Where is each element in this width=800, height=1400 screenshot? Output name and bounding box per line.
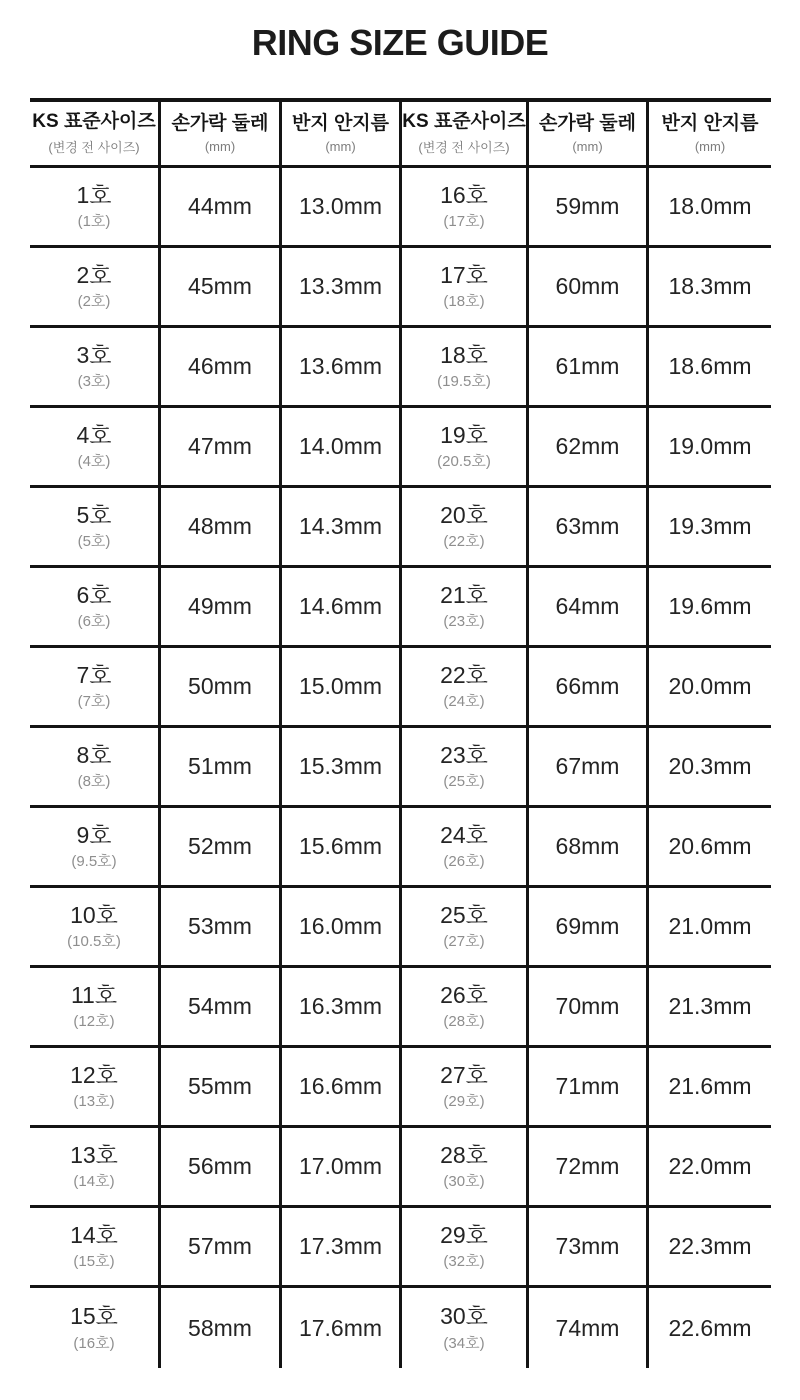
cell-sub-value: (23호) <box>443 613 485 631</box>
size-cell <box>30 728 161 808</box>
diameter-cell <box>649 1048 771 1128</box>
cell-main-value: 17.3mm <box>298 1233 383 1260</box>
circumference-cell <box>529 248 649 328</box>
circumference-cell <box>161 1208 282 1288</box>
circumference-cell <box>529 328 649 408</box>
circumference-cell <box>529 808 649 888</box>
diameter-cell <box>282 1128 402 1208</box>
cell-sub-value: (30호) <box>443 1173 485 1191</box>
cell-main-value: 71mm <box>555 1073 620 1100</box>
cell-sub-value: (2호) <box>77 293 111 311</box>
circumference-cell <box>161 808 282 888</box>
cell-main-value: 15호 <box>70 1303 118 1330</box>
cell-main-value: 6호 <box>76 581 112 608</box>
cell-main-value: 21.3mm <box>668 993 752 1020</box>
cell-main-value: 27호 <box>440 1061 488 1088</box>
circumference-cell <box>161 1128 282 1208</box>
cell-main-value: 14호 <box>70 1221 118 1248</box>
circumference-cell <box>529 168 649 248</box>
diameter-cell <box>282 168 402 248</box>
cell-main-value: 56mm <box>188 1153 252 1180</box>
circumference-cell <box>161 968 282 1048</box>
cell-main-value: 11호 <box>70 981 118 1008</box>
header-cell-3 <box>402 102 529 168</box>
cell-main-value: 49mm <box>188 593 252 620</box>
header-sub-label: (mm) <box>572 138 603 154</box>
diameter-cell <box>282 1288 402 1368</box>
header-sub-label: (mm) <box>694 138 726 154</box>
cell-sub-value: (32호) <box>443 1253 485 1271</box>
cell-main-value: 17호 <box>440 261 488 288</box>
cell-main-value: 21.0mm <box>668 913 752 940</box>
cell-main-value: 72mm <box>555 1153 620 1180</box>
diameter-cell <box>282 568 402 648</box>
cell-main-value: 16호 <box>440 181 488 208</box>
cell-main-value: 26호 <box>440 981 488 1008</box>
diameter-cell <box>282 1208 402 1288</box>
cell-main-value: 20호 <box>440 501 488 528</box>
cell-main-value: 63mm <box>555 513 620 540</box>
size-cell <box>402 968 529 1048</box>
diameter-cell <box>282 248 402 328</box>
cell-sub-value: (20.5호) <box>437 453 491 471</box>
ring-size-table <box>30 98 771 1368</box>
cell-main-value: 55mm <box>188 1073 252 1100</box>
circumference-cell <box>529 968 649 1048</box>
diameter-cell <box>649 1208 771 1288</box>
cell-main-value: 21호 <box>440 581 488 608</box>
cell-sub-value: (13호) <box>73 1093 115 1111</box>
size-cell <box>30 568 161 648</box>
size-cell <box>402 808 529 888</box>
header-sub-label: (변경 전 사이즈) <box>418 139 510 155</box>
circumference-cell <box>529 888 649 968</box>
cell-main-value: 19.0mm <box>668 433 752 460</box>
cell-sub-value: (22호) <box>443 533 485 551</box>
circumference-cell <box>529 728 649 808</box>
cell-sub-value: (24호) <box>443 693 485 711</box>
cell-main-value: 18.0mm <box>668 193 752 220</box>
cell-main-value: 18.3mm <box>668 273 752 300</box>
size-cell <box>30 808 161 888</box>
cell-main-value: 67mm <box>555 753 620 780</box>
cell-main-value: 25호 <box>440 901 488 928</box>
cell-sub-value: (10.5호) <box>67 933 121 951</box>
cell-main-value: 13호 <box>70 1141 118 1168</box>
cell-main-value: 48mm <box>188 513 252 540</box>
diameter-cell <box>649 1128 771 1208</box>
cell-main-value: 10호 <box>70 901 118 928</box>
cell-sub-value: (25호) <box>443 773 485 791</box>
circumference-cell <box>161 1048 282 1128</box>
cell-main-value: 60mm <box>555 273 620 300</box>
diameter-cell <box>649 568 771 648</box>
header-cell-2 <box>282 102 402 168</box>
cell-main-value: 20.6mm <box>668 833 752 860</box>
cell-sub-value: (14호) <box>73 1173 115 1191</box>
size-cell <box>30 888 161 968</box>
cell-main-value: 57mm <box>188 1233 252 1260</box>
cell-main-value: 68mm <box>555 833 620 860</box>
circumference-cell <box>161 728 282 808</box>
cell-main-value: 16.6mm <box>298 1073 383 1100</box>
cell-sub-value: (19.5호) <box>437 373 491 391</box>
cell-main-value: 16.3mm <box>298 993 383 1020</box>
cell-main-value: 1호 <box>76 181 112 208</box>
cell-main-value: 44mm <box>188 193 252 220</box>
size-cell <box>30 248 161 328</box>
cell-main-value: 3호 <box>76 341 112 368</box>
cell-sub-value: (29호) <box>443 1093 485 1111</box>
cell-sub-value: (9.5호) <box>71 853 117 871</box>
cell-main-value: 58mm <box>188 1314 252 1341</box>
header-sub-label: (mm) <box>204 138 236 154</box>
diameter-cell <box>282 968 402 1048</box>
circumference-cell <box>529 488 649 568</box>
header-main-label: 손가락 둘레 <box>171 113 269 135</box>
cell-main-value: 64mm <box>555 593 620 620</box>
cell-main-value: 20.0mm <box>668 673 752 700</box>
circumference-cell <box>161 648 282 728</box>
header-cell-4 <box>529 102 649 168</box>
cell-main-value: 19호 <box>440 421 488 448</box>
size-cell <box>402 488 529 568</box>
cell-sub-value: (5호) <box>77 533 111 551</box>
size-cell <box>402 568 529 648</box>
size-cell <box>402 728 529 808</box>
cell-sub-value: (34호) <box>443 1334 485 1352</box>
diameter-cell <box>649 488 771 568</box>
circumference-cell <box>161 328 282 408</box>
diameter-cell <box>649 888 771 968</box>
cell-main-value: 13.0mm <box>298 193 383 220</box>
diameter-cell <box>649 328 771 408</box>
cell-main-value: 61mm <box>555 353 620 380</box>
cell-main-value: 28호 <box>440 1141 488 1168</box>
cell-main-value: 24호 <box>440 821 488 848</box>
header-main-label: 손가락 둘레 <box>538 113 637 135</box>
cell-main-value: 20.3mm <box>668 753 752 780</box>
cell-main-value: 73mm <box>555 1233 620 1260</box>
cell-sub-value: (4호) <box>77 453 111 471</box>
cell-sub-value: (6호) <box>77 613 111 631</box>
diameter-cell <box>649 1288 771 1368</box>
diameter-cell <box>282 328 402 408</box>
cell-main-value: 14.0mm <box>298 433 383 460</box>
circumference-cell <box>529 1128 649 1208</box>
size-cell <box>402 888 529 968</box>
size-cell <box>30 168 161 248</box>
circumference-cell <box>529 408 649 488</box>
size-cell <box>402 168 529 248</box>
cell-main-value: 19.3mm <box>668 513 752 540</box>
diameter-cell <box>282 808 402 888</box>
circumference-cell <box>161 568 282 648</box>
cell-sub-value: (15호) <box>73 1253 115 1271</box>
cell-main-value: 7호 <box>76 661 112 688</box>
size-cell <box>30 488 161 568</box>
page-title: RING SIZE GUIDE <box>251 22 549 63</box>
cell-main-value: 30호 <box>440 1303 488 1330</box>
size-cell <box>402 648 529 728</box>
cell-main-value: 47mm <box>188 433 252 460</box>
size-cell <box>30 1048 161 1128</box>
diameter-cell <box>649 168 771 248</box>
cell-sub-value: (18호) <box>443 293 485 311</box>
circumference-cell <box>161 1288 282 1368</box>
cell-main-value: 23호 <box>440 741 488 768</box>
cell-sub-value: (16호) <box>73 1334 115 1352</box>
diameter-cell <box>282 408 402 488</box>
diameter-cell <box>649 248 771 328</box>
cell-main-value: 5호 <box>76 501 112 528</box>
header-sub-label: (변경 전 사이즈) <box>48 139 140 155</box>
diameter-cell <box>649 648 771 728</box>
header-main-label: 반지 안지름 <box>661 113 759 135</box>
circumference-cell <box>529 648 649 728</box>
cell-main-value: 8호 <box>76 741 112 768</box>
cell-main-value: 22.6mm <box>668 1314 752 1341</box>
cell-main-value: 53mm <box>188 913 252 940</box>
cell-main-value: 45mm <box>188 273 252 300</box>
cell-main-value: 50mm <box>188 673 252 700</box>
circumference-cell <box>161 488 282 568</box>
size-cell <box>402 1048 529 1128</box>
cell-main-value: 29호 <box>440 1221 488 1248</box>
diameter-cell <box>649 808 771 888</box>
cell-main-value: 15.6mm <box>298 833 383 860</box>
size-cell <box>30 1208 161 1288</box>
cell-main-value: 17.6mm <box>298 1314 383 1341</box>
size-cell <box>30 1128 161 1208</box>
cell-main-value: 22.0mm <box>668 1153 752 1180</box>
cell-main-value: 2호 <box>76 261 112 288</box>
cell-main-value: 70mm <box>555 993 620 1020</box>
cell-sub-value: (1호) <box>77 213 111 231</box>
cell-sub-value: (7호) <box>77 693 111 711</box>
size-cell <box>402 1128 529 1208</box>
cell-main-value: 13.6mm <box>298 353 383 380</box>
size-cell <box>402 408 529 488</box>
cell-main-value: 4호 <box>76 421 112 448</box>
circumference-cell <box>529 1208 649 1288</box>
size-cell <box>402 328 529 408</box>
circumference-cell <box>529 1048 649 1128</box>
cell-main-value: 22호 <box>440 661 488 688</box>
cell-main-value: 12호 <box>70 1061 118 1088</box>
cell-main-value: 52mm <box>188 833 252 860</box>
header-sub-label: (mm) <box>325 138 356 154</box>
header-main-label: KS 표준사이즈 <box>32 111 156 133</box>
cell-main-value: 66mm <box>555 673 620 700</box>
cell-main-value: 9호 <box>76 821 112 848</box>
diameter-cell <box>282 728 402 808</box>
cell-main-value: 62mm <box>555 433 620 460</box>
cell-sub-value: (28호) <box>443 1013 485 1031</box>
header-main-label: 반지 안지름 <box>291 113 390 135</box>
circumference-cell <box>529 568 649 648</box>
size-cell <box>402 248 529 328</box>
cell-main-value: 59mm <box>555 193 620 220</box>
cell-main-value: 19.6mm <box>668 593 752 620</box>
cell-main-value: 54mm <box>188 993 252 1020</box>
circumference-cell <box>161 888 282 968</box>
cell-main-value: 51mm <box>188 753 252 780</box>
cell-main-value: 22.3mm <box>668 1233 752 1260</box>
diameter-cell <box>649 968 771 1048</box>
cell-sub-value: (12호) <box>73 1013 115 1031</box>
cell-main-value: 46mm <box>188 353 252 380</box>
diameter-cell <box>282 1048 402 1128</box>
cell-main-value: 14.3mm <box>298 513 383 540</box>
cell-main-value: 16.0mm <box>298 913 383 940</box>
diameter-cell <box>649 408 771 488</box>
cell-sub-value: (26호) <box>443 853 485 871</box>
cell-main-value: 13.3mm <box>298 273 383 300</box>
circumference-cell <box>161 408 282 488</box>
circumference-cell <box>529 1288 649 1368</box>
size-cell <box>30 968 161 1048</box>
header-cell-0 <box>30 102 161 168</box>
circumference-cell <box>161 168 282 248</box>
size-cell <box>30 328 161 408</box>
diameter-cell <box>282 488 402 568</box>
cell-sub-value: (27호) <box>443 933 485 951</box>
cell-main-value: 69mm <box>555 913 620 940</box>
cell-sub-value: (17호) <box>443 213 485 231</box>
size-cell <box>30 408 161 488</box>
cell-main-value: 21.6mm <box>668 1073 752 1100</box>
cell-sub-value: (3호) <box>77 373 111 391</box>
diameter-cell <box>282 888 402 968</box>
cell-main-value: 17.0mm <box>298 1153 383 1180</box>
size-cell <box>30 1288 161 1368</box>
size-cell <box>30 648 161 728</box>
cell-main-value: 18.6mm <box>668 353 752 380</box>
size-cell <box>402 1208 529 1288</box>
circumference-cell <box>161 248 282 328</box>
cell-main-value: 14.6mm <box>298 593 383 620</box>
header-cell-1 <box>161 102 282 168</box>
cell-main-value: 15.0mm <box>298 673 383 700</box>
cell-sub-value: (8호) <box>77 773 111 791</box>
header-main-label: KS 표준사이즈 <box>402 111 526 133</box>
cell-main-value: 18호 <box>440 341 488 368</box>
header-cell-5 <box>649 102 771 168</box>
diameter-cell <box>649 728 771 808</box>
cell-main-value: 15.3mm <box>298 753 383 780</box>
cell-main-value: 74mm <box>555 1314 620 1341</box>
diameter-cell <box>282 648 402 728</box>
size-cell <box>402 1288 529 1368</box>
